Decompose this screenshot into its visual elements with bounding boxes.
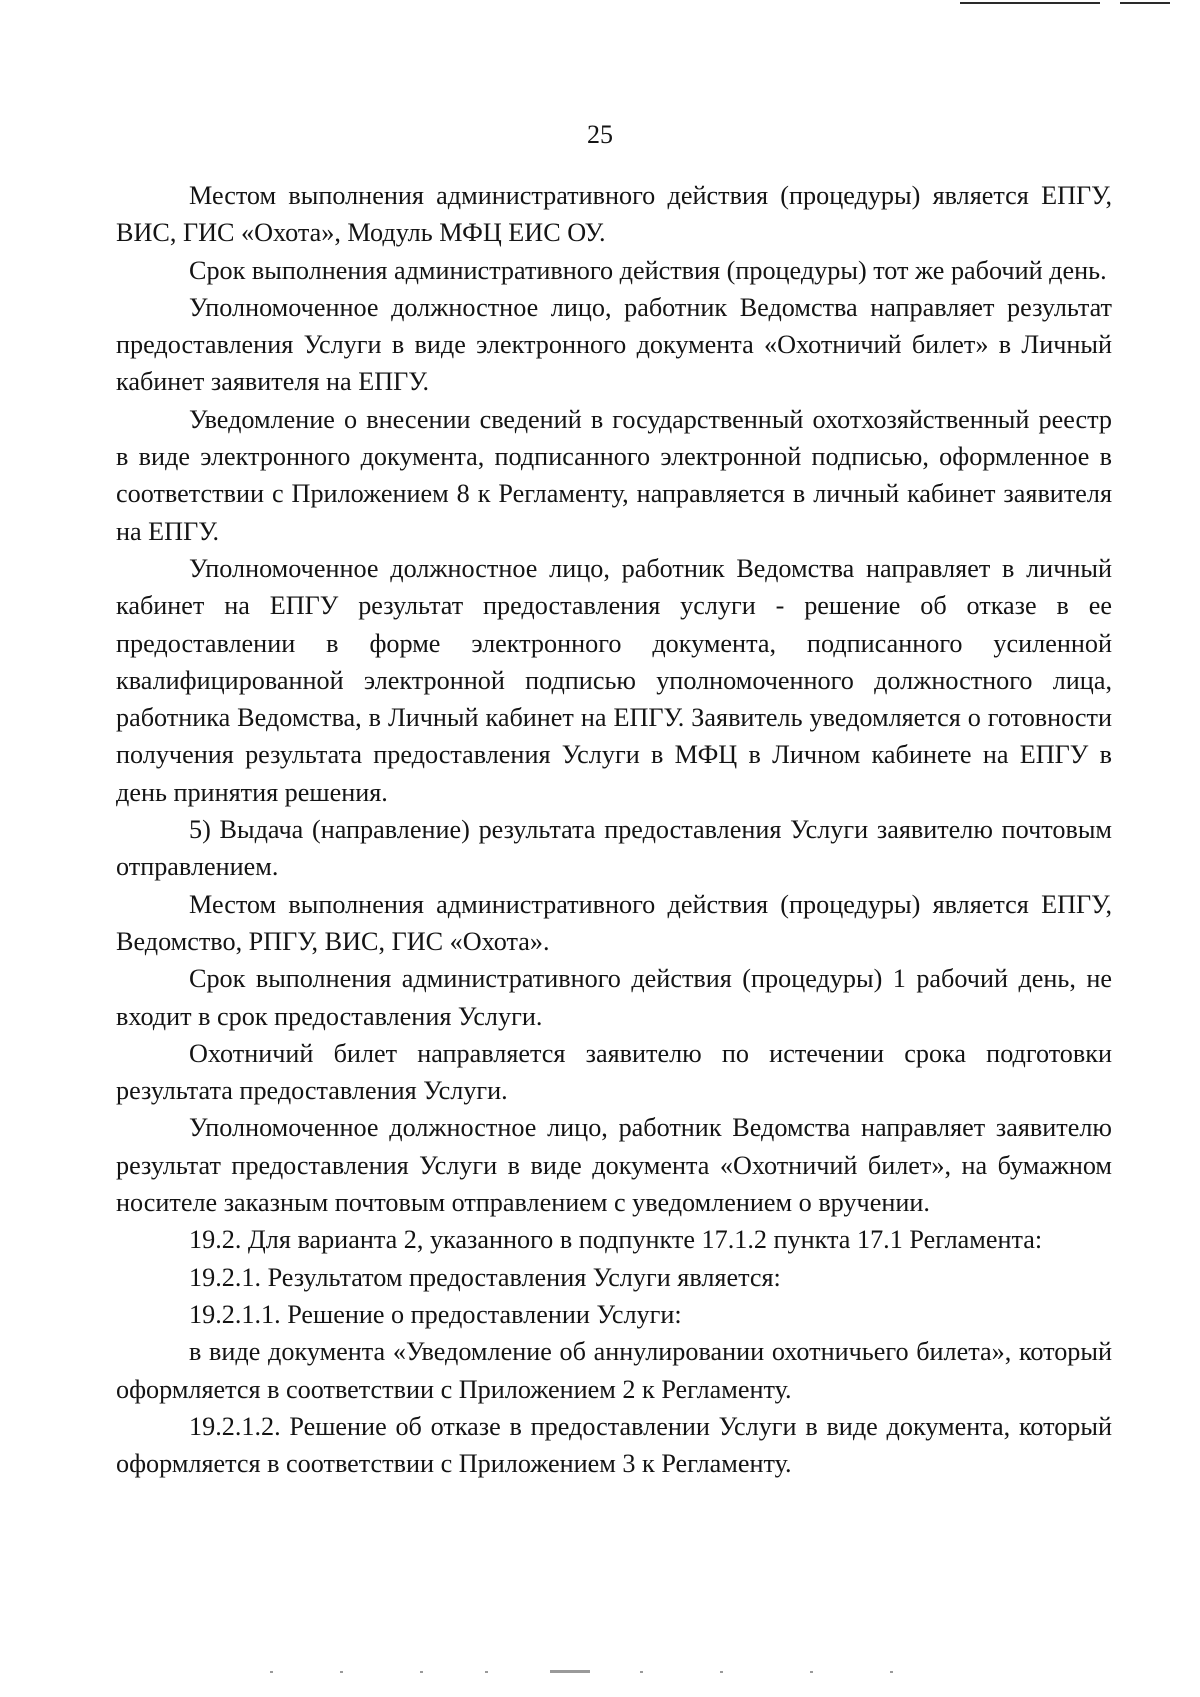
paragraph: Охотничий билет направляется заявителю по истечении срока подготовки результата предоставления Услуги. [116, 1038, 1112, 1106]
page-number: 25 [587, 120, 613, 149]
paragraph: Уполномоченное должностное лицо, работник Ведомства направляет заявителю результат предоставления Услуги в виде документа «Охотничий билет», на бумажном носителе заказным почтовым отправлением с уведомлением о вручении. [116, 1113, 1112, 1218]
paragraph: 19.2. Для варианта 2, указанного в подпункте 17.1.2 пункта 17.1 Регламента: [189, 1225, 1043, 1255]
document-body [116, 177, 1112, 1482]
paragraph: 5) Выдача (направление) результата предоставления Услуги заявителю почтовым отправлением. [116, 815, 1112, 882]
paragraph: Уведомление о внесении сведений в государственный охотхозяйственный реестр в виде электронного документа, подписанного электронной подписью, оформленное в соответствии с Приложением 8 к Регламенту, направляется в личный кабинет заявителя на ЕПГУ. [116, 404, 1112, 546]
paragraph: в виде документа «Уведомление об аннулировании охотничьего билета», который оформляется в соответствии с Приложением 2 к Регламенту. [116, 1337, 1112, 1404]
paragraph: 19.2.1.2. Решение об отказе в предоставлении Услуги в виде документа, который оформляется в соответствии с Приложением 3 к Регламенту. [116, 1411, 1112, 1479]
paragraph: Уполномоченное должностное лицо, работник Ведомства направляет в личный кабинет на ЕПГУ результат предоставления услуги - решение об отказе в ее предоставлении в форме электронного документа, подписанного усиленной квалифицированной электронной подписью уполномоченного должностного лица, работника Ведомства, в Личный кабинет на ЕПГУ. Заявитель уведомляется о готовности получения результата предоставления Услуги в МФЦ в Личном кабинете на ЕПГУ в день принятия решения. [116, 553, 1112, 807]
paragraph: Местом выполнения административного действия (процедуры) является ЕПГУ, Ведомство, РПГУ, ВИС, ГИС «Охота». [116, 889, 1112, 956]
paragraph: 19.2.1.1. Решение о предоставлении Услуги: [189, 1299, 682, 1329]
scan-mark [1120, 2, 1170, 4]
paragraph: 19.2.1. Результатом предоставления Услуги является: [189, 1262, 781, 1292]
paragraph: Срок выполнения административного действия (процедуры) тот же рабочий день. [189, 255, 1107, 285]
paragraph: Срок выполнения административного действия (процедуры) 1 рабочий день, не входит в срок предоставления Услуги. [116, 964, 1112, 1031]
scan-mark [960, 2, 1100, 4]
scan-edge-marks [900, 0, 1200, 12]
paragraph: Местом выполнения административного действия (процедуры) является ЕПГУ, ВИС, ГИС «Охота», Модуль МФЦ ЕИС ОУ. [116, 181, 1112, 248]
scan-specks [250, 1665, 950, 1679]
paragraph: Уполномоченное должностное лицо, работник Ведомства направляет результат предоставления Услуги в виде электронного документа «Охотничий билет» в Личный кабинет заявителя на ЕПГУ. [116, 292, 1112, 397]
